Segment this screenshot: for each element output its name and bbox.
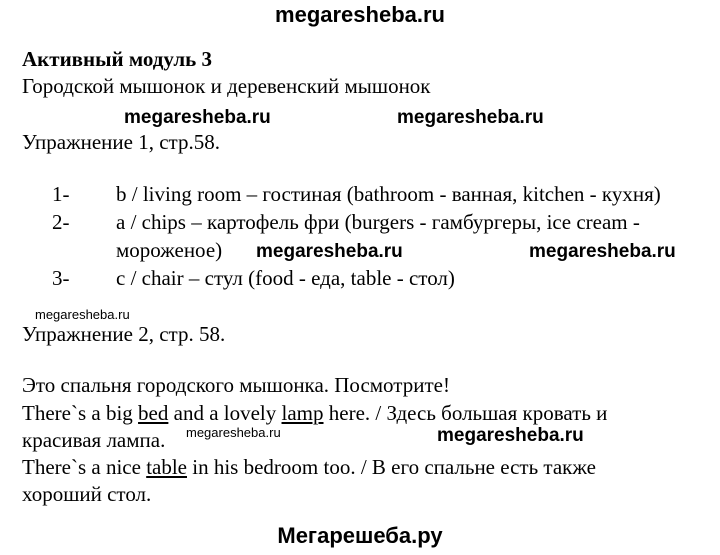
watermark-item2-mid: megaresheba.ru <box>256 241 403 262</box>
exercise-2-title: Упражнение 2, стр. 58. <box>22 322 226 346</box>
module-heading: Активный модуль 3 <box>22 47 213 71</box>
item-number: 2- <box>52 210 70 234</box>
exercise-2-paragraph-3 <box>22 455 596 479</box>
subtitle: Городской мышонок и деревенский мышонок <box>22 74 431 98</box>
text-segment: here. / Здесь большая кровать и <box>323 401 608 425</box>
exercise-1-item-3 <box>52 266 455 290</box>
exercise-1-title: Упражнение 1, стр.58. <box>22 130 220 154</box>
exercise-2-paragraph-3-cont: хороший стол. <box>22 482 152 506</box>
underlined-word-lamp: lamp <box>281 401 324 425</box>
watermark-top: megaresheba.ru <box>275 2 445 27</box>
exercise-2-paragraph-2-cont: красивая лампа. <box>22 428 166 452</box>
watermark-small-2: megaresheba.ru <box>186 425 281 440</box>
text-segment: and a lovely <box>168 401 282 425</box>
item-text: a / chips – картофель фри (burgers - гамбургеры, ice cream - <box>116 210 640 234</box>
text-segment: There`s a nice <box>22 455 147 479</box>
watermark-small-1: megaresheba.ru <box>35 307 130 322</box>
exercise-1-item-2 <box>52 210 640 234</box>
item-number: 3- <box>52 266 70 290</box>
exercise-2-paragraph-1: Это спальня городского мышонка. Посмотрите! <box>22 373 450 397</box>
text-segment: There`s a big <box>22 401 139 425</box>
item-text: b / living room – гостиная (bathroom - ванная, kitchen - кухня) <box>116 182 661 206</box>
item-number: 1- <box>52 182 70 206</box>
underlined-word-table: table <box>146 455 187 479</box>
exercise-1-item-2-cont: мороженое) <box>116 238 223 262</box>
underlined-word-bed: bed <box>138 401 169 425</box>
exercise-2-paragraph-2 <box>22 401 607 425</box>
watermark-line3-left: megaresheba.ru <box>124 107 271 128</box>
exercise-1-item-1 <box>52 182 661 206</box>
watermark-mid-lower: megaresheba.ru <box>437 425 584 446</box>
item-text: c / chair – стул (food - еда, table - стол) <box>116 266 455 290</box>
watermark-line3-right: megaresheba.ru <box>397 107 544 128</box>
watermark-item2-right: megaresheba.ru <box>529 241 676 262</box>
watermark-footer: Мегарешеба.ру <box>277 523 443 548</box>
text-segment: in his bedroom too. / В его спальне есть также <box>187 455 596 479</box>
